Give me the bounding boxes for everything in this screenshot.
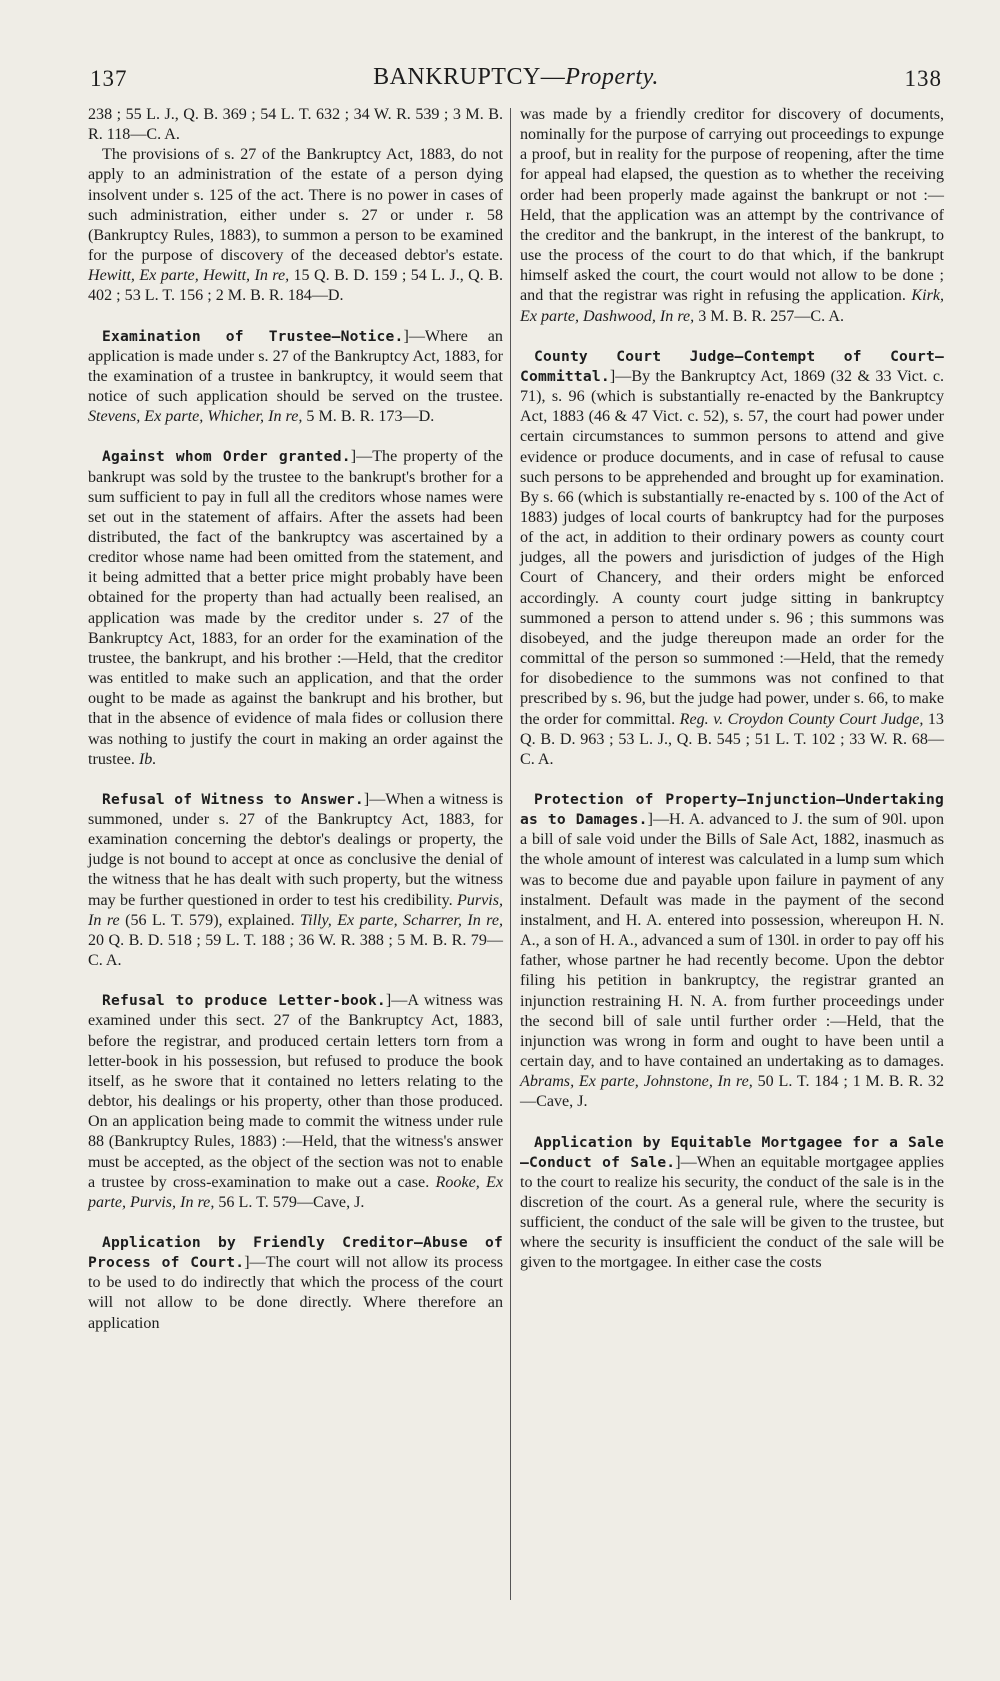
entry-heading: Examination of Trustee—Notice. [102,327,404,345]
column-divider [510,108,511,1600]
entry-refusal-letter-book: Refusal to produce Letter-book.]—A witness was examined under this sect. 27 of the Bankruptcy Act, 1883, before the registrar, and produced certain letters torn from a letter-book in his possession, but refused to produce the book itself, as he swore that it contained no letters relating to the debtor, his dealings or his property, other than those produced. On an application being made to commit the witness under rule 88 (Bankruptcy Rules, 1883) :—Held, that the witness's answer must be accepted, as the object of the section was not to enable a trustee by cross-examination to make out a case. Rooke, Ex parte, Purvis, In re, 56 L. T. 579—Cave, J. [88,992,504,1211]
entry-heading: County Court Judge—Contempt of Court—Committal. [520,347,944,385]
entry-against-whom-order-granted: Against whom Order granted.]—The property of the bankrupt was sold by the trustee to the bankrupt's brother for a sum sufficient to pay in full all the creditors whose names were set out in the statement of affairs. After the assets had been distributed, the fact of the bankruptcy was ascertained by a creditor whose name had been omitted from the statement, and it being admitted that a better price might probably have been obtained for the property than had actually been realised, an application was made by the creditor under s. 27 of the Bankruptcy Act, 1883, for an order for the examination of the trustee, the bankrupt, and his brother :—Held, that the creditor was entitled to make such an application, and that the order ought to be made as against the bankrupt and his brother, but that in the absence of evidence of mala fides or collusion there was nothing to justify the court in making an order against the trustee. Ib. [88,448,503,768]
paragraph-continued: was made by a friendly creditor for discovery of documents, nominally for the purpose of carrying out proceedings to expunge a proof, but in reality for the purpose of reopening, after the time for appeal had elapsed, the question as to whether the receiving order had been properly made against the bankrupt or not :—Held, that the application was an attempt by the contrivance of the creditor and the bankrupt, in the interest of the bankrupt, to use the process of the court to do that which, if the bankrupt himself asked the court, the court would not allow to be done ; and that the registrar was right in refusing the application. Kirk, Ex parte, Dashwood, In re, 3 M. B. R. 257—C. A. [520,106,944,325]
page-header [90,64,942,98]
paragraph: The provisions of s. 27 of the Bankruptcy Act, 1883, do not apply to an administration of the estate of a person dying insolvent under s. 125 of the act. There is no power in cases of such administration, either under s. 27 or under r. 58 (Bankruptcy Rules, 1883), to summon a person to be examined for the purpose of discovery of the deceased debtor's estate. Hewitt, Ex parte, Hewitt, In re, 15 Q. B. D. 159 ; 54 L. J., Q. B. 402 ; 53 L. T. 156 ; 2 M. B. R. 184—D. [88,146,503,305]
entry-heading: Refusal to produce Letter-book. [102,992,386,1010]
case-name: Hewitt, Ex parte, Hewitt, In re, [88,267,290,285]
running-head [90,64,942,91]
page-number-left: 137 [90,66,128,91]
entry-heading: Application by Equitable Mortgagee for a Sale—Conduct of Sale. [520,1133,944,1171]
entry-heading: Against whom Order granted. [102,448,351,466]
case-name: Reg. v. Croydon County Court Judge, [679,710,924,728]
running-head-sub: Property. [565,64,659,90]
case-name: Abrams, Ex parte, Johnstone, In re, [520,1073,753,1091]
entry-heading: Protection of Property—Injunction—Undertaking as to Damages. [520,791,944,829]
right-column [520,105,944,1274]
case-name: Stevens, Ex parte, Whicher, In re, [88,408,303,426]
entry-county-court-judge: County Court Judge—Contempt of Court—Committal.]—By the Bankruptcy Act, 1869 (32 & 33 Vict. c. 71), s. 96 (which is substantially re-enacted by the Bankruptcy Act, 1883 (46 & 47 Vict. c. 52), s. 57, the court had power under certain circumstances to summon persons to attend and give evidence or produce documents, and in case of refusal to cause such persons to be apprehended and brought up for examination. By s. 66 (which is substantially re-enacted by s. 100 of the Act of 1883) judges of local courts of bankruptcy had for the purposes of the act, in addition to their ordinary powers as county court judges, all the powers and jurisdiction of judges of the High Court of Chancery, and their orders might be enforced accordingly. A county court judge sitting in bankruptcy summoned a person to attend under s. 96 ; this summons was disobeyed, and the judge thereupon made an order for the committal of the person so summoned :—Held, that the remedy for disobedience to the summons was not confined to that prescribed by s. 96, but the judge had power, under s. 66, to make the order for committal. Reg. v. Croydon County Court Judge, 13 Q. B. D. 963 ; 53 L. J., Q. B. 545 ; 51 L. T. 102 ; 33 W. R. 68—C. A. [520,347,944,768]
case-name: Purvis, In re [88,891,503,929]
entry-refusal-of-witness: Refusal of Witness to Answer.]—When a witness is summoned, under s. 27 of the Bankruptcy Act, 1883, for examination concerning the debtor's dealings or property, the judge is not bound to accept at once as conclusive the denial of the witness that he has dealt with such property, but the witness may be further questioned in order to test his credibility. Purvis, In re (56 L. T. 579), explained. Tilly, Ex parte, Scharrer, In re, 20 Q. B. D. 518 ; 59 L. T. 188 ; 36 W. R. 388 ; 5 M. B. R. 79—C. A. [88,790,503,970]
page-number-right: 138 [904,66,942,91]
entry-friendly-creditor: Application by Friendly Creditor—Abuse of Process of Court.]—The court will not allow its process to be used to do indirectly that which the process of the court will not allow to be done directly. Where therefore an application [88,1233,504,1332]
entry-equitable-mortgagee: Application by Equitable Mortgagee for a Sale—Conduct of Sale.]—When an equitable mortgagee applies to the court to realize his security, the conduct of the sale is in the discretion of the court. As a general rule, where the security is sufficient, the conduct of the sale will be given to the trustee, but where the security is insufficient the conduct of the sale will be given to the mortgagee. In either case the costs [520,1133,945,1272]
case-name: Ib. [138,750,157,768]
case-name: Rooke, Ex parte, Purvis, In re, [88,1173,504,1211]
paragraph-continued: 238 ; 55 L. J., Q. B. 369 ; 54 L. T. 632 ; 34 W. R. 539 ; 3 M. B. R. 118—C. A. [88,106,503,144]
running-head-main: BANKRUPTCY— [373,64,566,90]
entry-protection-of-property: Protection of Property—Injunction—Undertaking as to Damages.]—H. A. advanced to J. the sum of 90l. upon a bill of sale void under the Bills of Sale Act, 1882, inasmuch as the whole amount of interest was calculated in a lump sum which was to become due and payable upon failure in payment of any instalment. Default was made in the payment of the second instalment, and H. A. entered into possession, whereupon H. N. A., a son of H. A., advanced a sum of 130l. in order to pay off his father, whose partner he had recently become. Upon the debtor filing his petition in bankruptcy, the registrar granted an injunction restraining H. N. A. from further proceedings under the second bill of sale until further order :—Held, that the injunction was wrong in form and ought to have been until a certain day, and to have contained an undertaking as to damages. Abrams, Ex parte, Johnstone, In re, 50 L. T. 184 ; 1 M. B. R. 32—Cave, J. [520,791,944,1111]
entry-examination-of-trustee: Examination of Trustee—Notice.]—Where an application is made under s. 27 of the Bankruptcy Act, 1883, for the examination of a trustee in bankruptcy, it would seem that notice of such application should be served on the trustee. Stevens, Ex parte, Whicher, In re, 5 M. B. R. 173—D. [88,327,503,426]
left-column [88,105,503,1334]
case-name: Kirk, Ex parte, Dashwood, In re, [520,287,944,325]
entry-heading: Application by Friendly Creditor—Abuse of Process of Court. [88,1233,503,1272]
case-name: Tilly, Ex parte, Scharrer, In re, [300,911,503,929]
entry-heading: Refusal of Witness to Answer. [102,790,364,808]
